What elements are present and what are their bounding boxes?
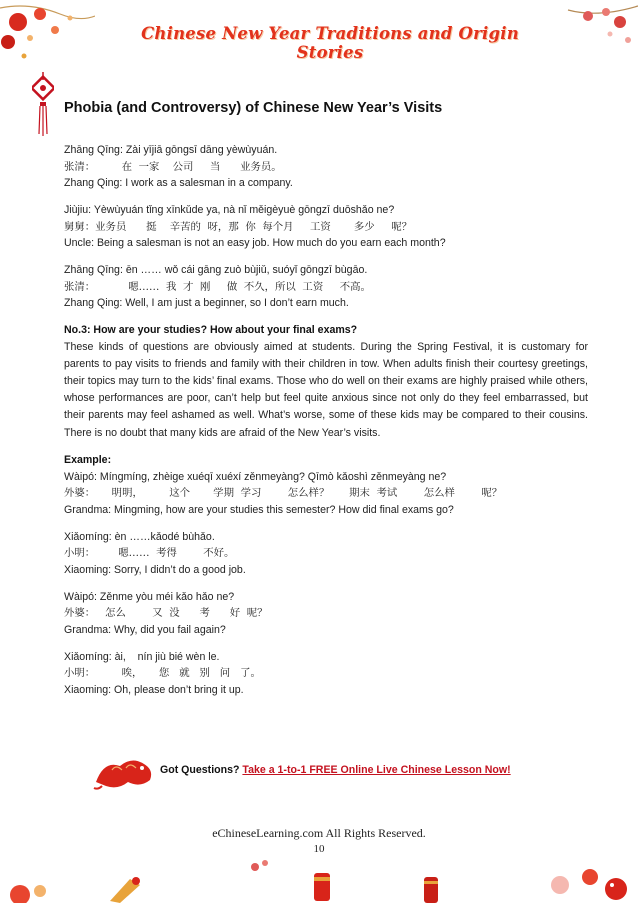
dialogue-block [64,142,588,192]
dialogue-block [64,529,588,579]
pinyin-line: Xiǎomíng: ài, nín jiù bié wèn le. [64,650,220,663]
english-line: Xiaoming: Sorry, I didn’t do a good job. [64,563,246,576]
question-heading: No.3: How are your studies? How about your final exams? [64,324,358,336]
lesson-banner [92,752,532,792]
dialogue-block [64,202,588,252]
dialogue-block [64,469,588,519]
chinese-knot-icon [32,72,54,164]
dialogue-block [64,589,588,639]
english-line: Zhang Qing: I work as a salesman in a company. [64,177,293,189]
lantern-decoration-icon [0,0,95,70]
main-content [64,100,588,698]
pinyin-line: Zhāng Qīng: Zài yījiā gōngsī dāng yèwùyuán. [64,144,278,156]
chinese-line: 舅舅：业务员 挺 辛苦的 呀，那 你 每个月 工资 多少 呢？ [64,220,412,233]
chinese-line: 张清： 在 一家 公司 当 业务员。 [64,160,282,173]
chinese-line: 小明： 嗯…… 考得 不好。 [64,547,235,560]
pinyin-line: Zhāng Qīng: ēn …… wǒ cái gāng zuò bùjiǔ, suóyǐ gōngzī bùgāo. [64,264,368,276]
chinese-line: 外婆： 明明， 这个 学期 学习 怎么样？ 期末 考试 怎么样 呢？ [64,487,503,500]
festival-decoration-icon [0,855,638,903]
copyright-text: eChineseLearning.com All Rights Reserved. [212,826,426,840]
dialogue-block [64,262,588,312]
dragon-icon [92,752,162,792]
chinese-line: 张清： 嗯…… 我 才 刚 做 不久，所以 工资 不高。 [64,280,371,293]
english-line: Grandma: Why, did you fail again? [64,623,226,636]
section-title: Phobia (and Controversy) of Chinese New Year’s Visits [64,100,443,116]
chinese-line: 小明： 唉， 您 就 别 问 了。 [64,667,261,680]
free-lesson-link[interactable]: Take a 1-to-1 FREE Online Live Chinese Lesson Now! [242,764,511,776]
pinyin-line: Xiǎomíng: èn ……kǎodé bùhǎo. [64,530,215,543]
page-number: 10 [313,843,325,855]
pinyin-line: Wàipó: Zěnme yòu méi kǎo hǎo ne? [64,590,235,603]
english-line: Zhang Qing: Well, I am just a beginner, so I don’t earn much. [64,297,349,309]
english-line: Grandma: Mingming, how are your studies this semester? How did final exams go? [64,503,454,516]
chinese-line: 外婆： 怎么 又 没 考 好 呢？ [64,607,268,620]
example-label: Example: [64,454,112,467]
english-line: Uncle: Being a salesman is not an easy job. How much do you earn each month? [64,237,446,249]
cta-text [160,764,511,776]
question-paragraph: These kinds of questions are obviously aimed at students. During the Spring Festival, it is customary for parents to pay visits to friends and family with their children in tow. When adults finish their courtesy greetings, their topics may turn to the kids’ final exams. Those who do well on their exams are highly praised while others, whose performances are poor, can’t help but feel quite anxious since not only do they feel embarrassed, but their parents may feel ashamed as well. What’s worse, some of these kids may be compared to their cousins. There is no doubt that many kids are afraid of the New Year’s visits. [64,340,588,439]
english-line: Xiaoming: Oh, please don’t bring it up. [64,683,244,696]
header-title: Chinese New Year Traditions and Origin Stories [141,24,519,62]
cta-lead: Got Questions? [160,764,240,776]
pinyin-line: Jiùjiu: Yèwùyuán tǐng xīnkǔde ya, nà nǐ měigèyuè gōngzī duōshǎo ne? [64,204,395,216]
page-header [0,0,638,70]
blossom-decoration-icon [558,0,638,70]
dialogue-block [64,649,588,699]
pinyin-line: Wàipó: Míngmíng, zhèige xuéqī xuéxí zěnmeyàng? Qīmò kǎoshì zěnmeyàng ne? [64,470,447,483]
